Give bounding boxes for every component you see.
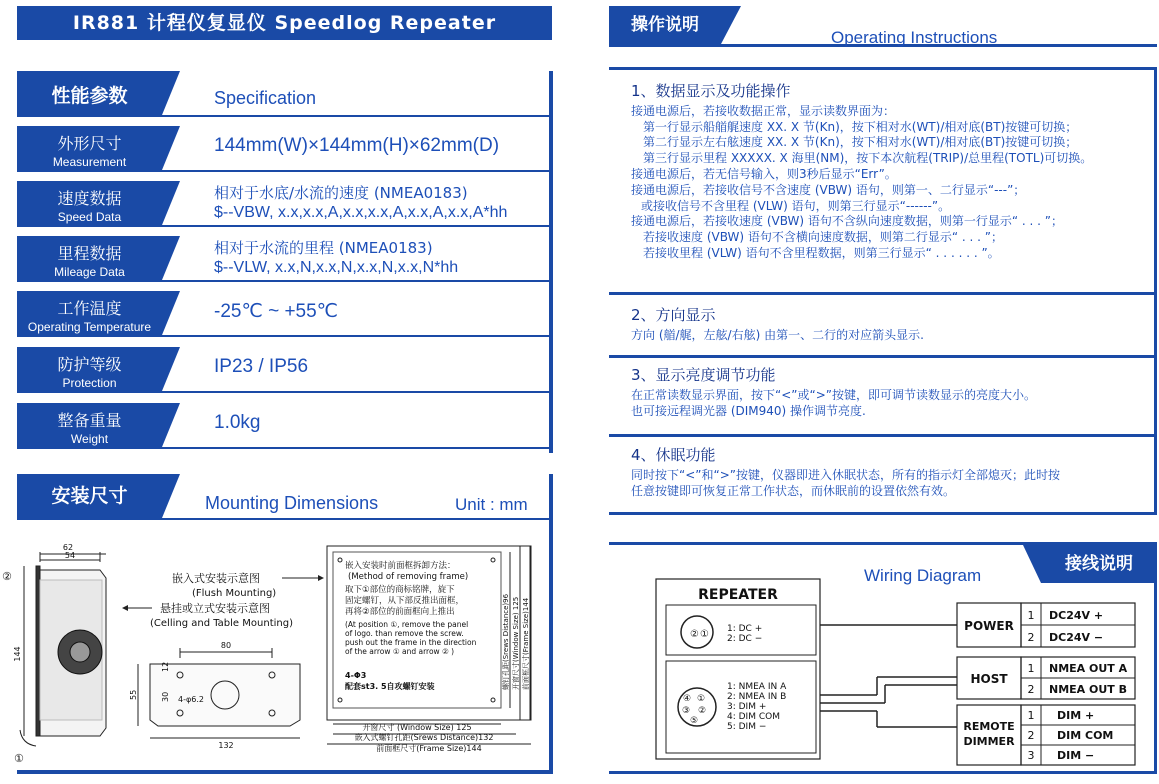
panel-line: push out the frame in the direction: [345, 638, 477, 647]
op-line: 接通电源后，若接收速度 (VBW) 语句不含纵向速度数据，则第一行显示“ . . . ”；: [631, 214, 1064, 229]
spec-label-cn: 防护等级: [57, 355, 122, 374]
op-line: 若接收速度 (VBW) 语句不含横向速度数据，则第二行显示“ . . . ”；: [643, 230, 1004, 245]
op-section-3: [631, 368, 1036, 419]
connector-2-pin: 4: DIM COM: [727, 712, 780, 722]
pin-icon: ③: [682, 706, 691, 716]
op-section-2: [631, 308, 924, 344]
spec-header-en: Specification: [214, 88, 317, 108]
spec-row-mileage-data: [17, 236, 553, 284]
spec-value: [214, 239, 458, 277]
op-section-1: [631, 84, 1092, 262]
host-label: HOST: [970, 672, 1008, 686]
op-line: 或接收信号不含里程 (VLW) 语句，则第三行显示“------”。: [641, 198, 951, 213]
dim-80: 80: [220, 641, 232, 650]
op-section-title: 4、休眠功能: [631, 446, 716, 464]
connector-1-pin: 1: DC +: [727, 624, 763, 634]
mark-2: ②: [2, 570, 12, 583]
side-view: [24, 552, 106, 736]
spec-value-line1: 相对于水底/水流的速度 (NMEA0183): [214, 184, 468, 202]
spec-row-speed-data: [17, 181, 553, 229]
v-screw-distance: 螺钉孔距(Srews Distance)96: [502, 593, 510, 690]
dim-144: 144: [13, 646, 22, 662]
op-section-4: [631, 448, 1060, 499]
pin-signal: NMEA OUT B: [1049, 683, 1128, 696]
pin-icon: ⑤: [690, 716, 699, 726]
spec-label-cn: 整备重量: [57, 411, 122, 430]
spec-value: [214, 184, 507, 222]
op-line: 任意按键即可恢复正常工作状态，而休眠前的设置依然有效。: [631, 483, 956, 498]
spec-row-weight: [17, 403, 553, 451]
pin-signal: DC24V −: [1049, 631, 1104, 644]
op-line: 第二行显示左右舷速度 XX. X 节(Kn)，按下相对水(WT)/相对底(BT)按键可切换；: [643, 135, 1078, 150]
spec-value: 1.0kg: [214, 412, 261, 433]
spec-label-en: Weight: [70, 432, 109, 446]
dim-54: 54: [64, 551, 76, 560]
spec-row-measurement: [17, 126, 553, 174]
v-frame-size: 前面框尺寸(Frame Size)144: [522, 597, 530, 690]
screw-distance: 嵌入式螺钉孔距(Srews Distance)132: [354, 733, 494, 742]
connector-2-pin: 1: NMEA IN A: [727, 682, 787, 692]
panel-line: 再将②部位的前面框向上推出: [345, 607, 455, 617]
op-section-title: 1、数据显示及功能操作: [631, 82, 791, 100]
repeater-label: REPEATER: [698, 587, 778, 603]
op-line: 接通电源后，若无信号输入，则3秒后显示“Err”。: [631, 166, 897, 181]
op-line: 也可接远程调光器 (DIM940) 操作调节亮度.: [631, 403, 866, 418]
divider: [609, 355, 1155, 358]
pin-number: 1: [1027, 709, 1035, 722]
divider: [609, 292, 1155, 295]
operating-panel: [609, 67, 1157, 515]
spec-label-en: Protection: [62, 376, 117, 390]
op-section-title: 2、方向显示: [631, 306, 716, 324]
pin-number: 3: [1027, 749, 1035, 762]
connector-1-pin: 2: DC −: [727, 634, 763, 644]
specification-panel: [17, 71, 553, 453]
spec-header-cn: 性能参数: [51, 85, 128, 107]
spec-row-operating-temperature: [17, 291, 553, 339]
dim-55: 55: [129, 689, 138, 700]
panel-hole: 4-Φ3: [345, 671, 367, 680]
spec-label-cn: 外形尺寸: [57, 134, 122, 153]
pin-icon: ②: [690, 629, 699, 640]
dim-132: 132: [218, 741, 234, 750]
hole-spec: 4-φ6.2: [178, 695, 204, 704]
wires: [820, 625, 957, 727]
dim-30: 30: [161, 691, 170, 702]
flush-label-cn: 嵌入式安装示意图: [172, 572, 260, 585]
spec-value: 144mm(W)×144mm(H)×62mm(D): [214, 135, 500, 156]
op-line: 第三行显示里程 XXXXX. X 海里(NM)，按下本次航程(TRIP)/总里程(TOTL)可切换。: [643, 151, 1093, 166]
mounting-unit: Unit : mm: [455, 495, 528, 514]
pin-number: 2: [1027, 631, 1035, 644]
op-line: 在正常读数显示界面，按下“<”或“>”按键，即可调节读数显示的亮度大小。: [631, 387, 1036, 402]
spec-value: IP23 / IP56: [214, 356, 309, 377]
operating-header: [609, 6, 1157, 46]
spec-header: [17, 71, 553, 119]
dimmer-label-line2: DIMMER: [963, 735, 1015, 748]
panel-line: 固定螺钉，从下部反推出面框，: [345, 596, 465, 606]
pin-icon: ①: [697, 694, 706, 704]
ceiling-label-en: (Celling and Table Mounting): [150, 618, 293, 629]
operating-header-cn: 操作说明: [609, 6, 721, 44]
connector-2-pin: 2: NMEA IN B: [727, 692, 787, 702]
operating-header-en: Operating Instructions: [831, 28, 998, 47]
op-line: 同时按下“<”和“>”按键，仪器即进入休眠状态，所有的指示灯全部熄灭；此时按: [631, 467, 1060, 482]
connector-2-pin: 5: DIM −: [727, 722, 767, 732]
spec-label-cn: 工作温度: [57, 299, 122, 318]
mounting-header-cn: 安装尺寸: [17, 474, 162, 518]
spec-value-line2: $--VBW, x.x,x.x,A,x.x,x.x,A,x.x,A,x.x,A*hh: [214, 204, 508, 221]
pin-signal: DC24V +: [1049, 609, 1104, 622]
spec-label-en: Operating Temperature: [27, 320, 152, 334]
dimmer-label-line1: REMOTE: [963, 720, 1015, 733]
op-line: 接通电源后，若接收数据正常，显示读数界面为：: [631, 103, 896, 118]
panel-line: of logo. than remove the screw.: [345, 629, 464, 638]
ceiling-label-cn: 悬挂或立式安装示意图: [160, 602, 270, 615]
op-line: 第一行显示船艏艉速度 XX. X 节(Kn)，按下相对水(WT)/相对底(BT)按键可切换；: [643, 119, 1078, 134]
spec-value-line1: 相对于水流的里程 (NMEA0183): [214, 239, 433, 257]
panel-screw: 配套st3. 5自攻螺钉安装: [345, 682, 435, 691]
divider: [609, 434, 1155, 437]
divider: [17, 770, 553, 774]
spec-value: -25℃ ~ +55℃: [214, 301, 339, 322]
connector-2-pin: 3: DIM +: [727, 702, 767, 712]
panel-line: 嵌入安装时前面框拆卸方法：: [345, 561, 456, 571]
spec-label-en: Speed Data: [57, 210, 122, 224]
spec-label-cn: 速度数据: [57, 189, 122, 208]
pin-signal: DIM −: [1057, 749, 1095, 762]
spec-label-en: Measurement: [52, 155, 127, 169]
op-line: 方向 (艏/艉，左舷/右舷) 由第一、二行的对应箭头显示.: [631, 327, 924, 342]
v-window-size: 开窗尺寸(Window Size) 125: [512, 596, 520, 690]
pin-icon: ④: [683, 694, 692, 704]
repeater-block: [656, 579, 820, 759]
op-line: 若接收里程 (VLW) 语句不含里程数据，则第三行显示“ . . . . . . ”。: [643, 245, 1000, 260]
wiring-header-en: Wiring Diagram: [864, 566, 982, 585]
spec-label-en: Mileage Data: [54, 265, 125, 279]
pin-signal: DIM COM: [1057, 729, 1114, 742]
op-line: 接通电源后，若接收信号不含速度 (VBW) 语句，则第一、二行显示“---”；: [631, 182, 1026, 197]
pin-number: 1: [1027, 662, 1035, 675]
dim-62: 62: [62, 543, 74, 552]
spec-value-line2: $--VLW, x.x,N,x.x,N,x.x,N,x.x,N*hh: [214, 259, 459, 276]
spec-label-cn: 里程数据: [57, 244, 122, 263]
arrow-head-icon: [122, 605, 128, 611]
flush-label-en: (Flush Mounting): [192, 588, 277, 599]
mounting-header-en: Mounting Dimensions: [205, 493, 379, 513]
op-section-title: 3、显示亮度调节功能: [631, 366, 776, 384]
mounting-drawing: [0, 530, 553, 770]
pin-number: 2: [1027, 729, 1035, 742]
arrow-head-icon: [318, 575, 324, 581]
mounting-header: [17, 474, 553, 522]
page-title: IR881 计程仪复显仪 Speedlog Repeater: [17, 6, 552, 40]
wiring-header-cn: 接线说明: [1041, 545, 1157, 583]
panel-line: of the arrow ① and arrow ② ): [345, 647, 455, 656]
power-label: POWER: [964, 619, 1014, 633]
window-size: 开窗尺寸 (Window Size) 125: [362, 723, 472, 732]
arrow-icon: [20, 730, 36, 746]
pin-signal: NMEA OUT A: [1049, 662, 1128, 675]
pin-icon: ②: [698, 706, 707, 716]
panel-line: (At position ①, remove the panel: [345, 620, 469, 629]
mark-1: ①: [14, 752, 24, 765]
wiring-diagram: [609, 575, 1149, 771]
spec-row-protection: [17, 347, 553, 395]
frame-size: 前面框尺寸(Frame Size)144: [376, 744, 482, 753]
dim-12: 12: [161, 661, 170, 672]
pin-number: 2: [1027, 683, 1035, 696]
panel-line: (Method of removing frame): [348, 572, 469, 582]
pin-icon: ①: [700, 629, 709, 640]
panel-line: 取下①部位的商标铭牌，旋下: [345, 585, 455, 595]
pin-number: 1: [1027, 609, 1035, 622]
pin-signal: DIM +: [1057, 709, 1095, 722]
